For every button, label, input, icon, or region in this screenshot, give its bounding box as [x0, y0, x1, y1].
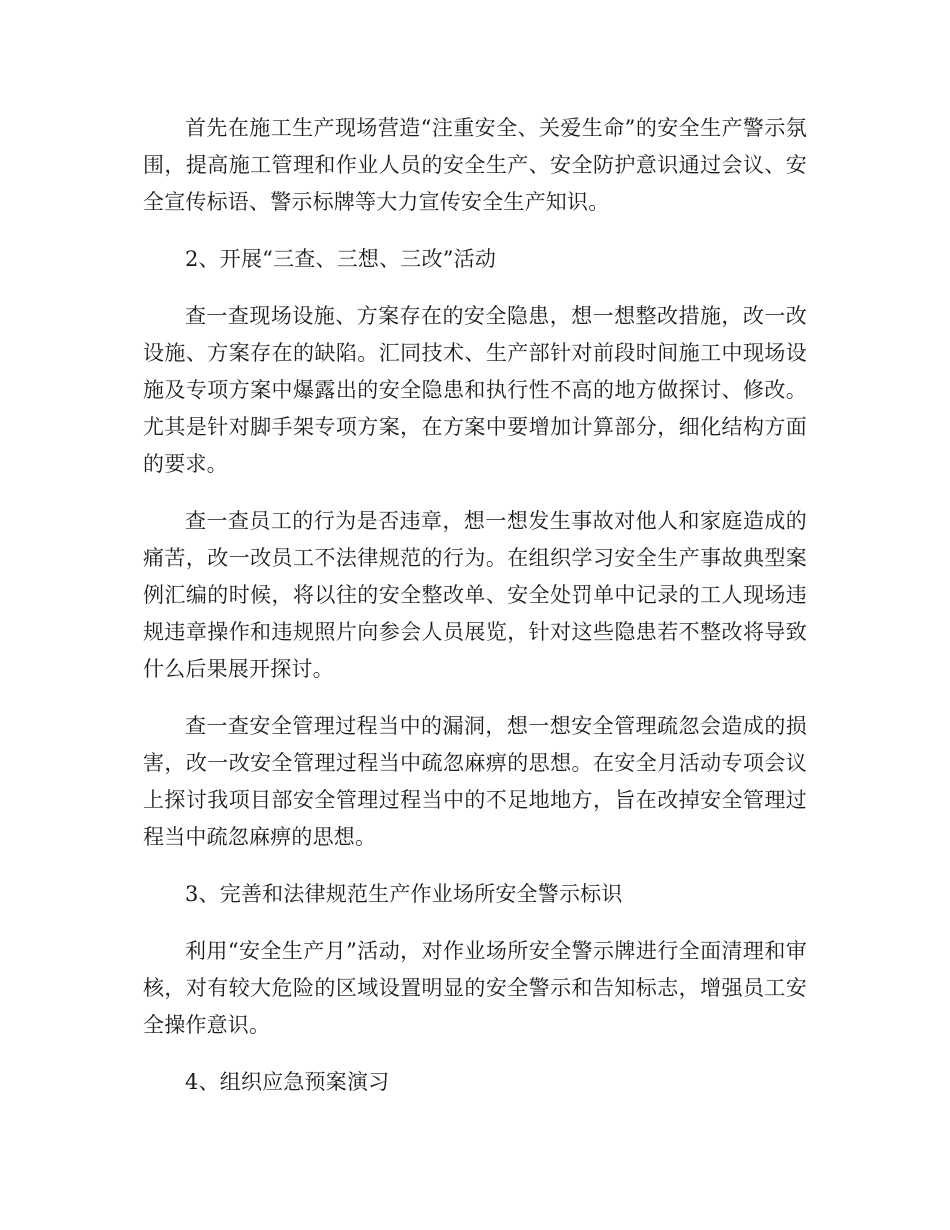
- paragraph-check-employees: 查一查员工的行为是否违章，想一想发生事故对他人和家庭造成的痛苦，改一改员工不法律规范的行为。在组织学习安全生产事故典型案例汇编的时候，将以往的安全整改单、安全处罚单中记录的工人现场违规违章操作和违规照片向参会人员展览，针对这些隐患若不整改将导致什么后果展开探讨。: [143, 509, 807, 681]
- paragraph-intro: 首先在施工生产现场营造“注重安全、关爱生命”的安全生产警示氛围，提高施工管理和作业人员的安全生产、安全防护意识通过会议、安全宣传标语、警示标牌等大力宣传安全生产知识。: [143, 116, 807, 214]
- heading-section-4: 4、组织应急预案演习: [185, 1070, 390, 1094]
- paragraph-safety-month: 利用“安全生产月”活动，对作业场所安全警示牌进行全面清理和审核，对有较大危险的区域设置明显的安全警示和告知标志，增强员工安全操作意识。: [143, 939, 807, 1037]
- document-body: [143, 110, 807, 1121]
- heading-section-3: 3、完善和法律规范生产作业场所安全警示标识: [185, 882, 623, 906]
- paragraph-check-facilities: 查一查现场设施、方案存在的安全隐患，想一想整改措施，改一改设施、方案存在的缺陷。汇同技术、生产部针对前段时间施工中现场设施及专项方案中爆露出的安全隐患和执行性不高的地方做探讨、修改。尤其是针对脚手架专项方案，在方案中要增加计算部分，细化结构方面的要求。: [143, 304, 807, 476]
- heading-section-2: 2、开展“三查、三想、三改”活动: [185, 247, 497, 271]
- paragraph-check-management: 查一查安全管理过程当中的漏洞，想一想安全管理疏忽会造成的损害，改一改安全管理过程当中疏忽麻痹的思想。在安全月活动专项会议上探讨我项目部安全管理过程当中的不足地地方，旨在改掉安全管理过程当中疏忽麻痹的思想。: [143, 714, 807, 849]
